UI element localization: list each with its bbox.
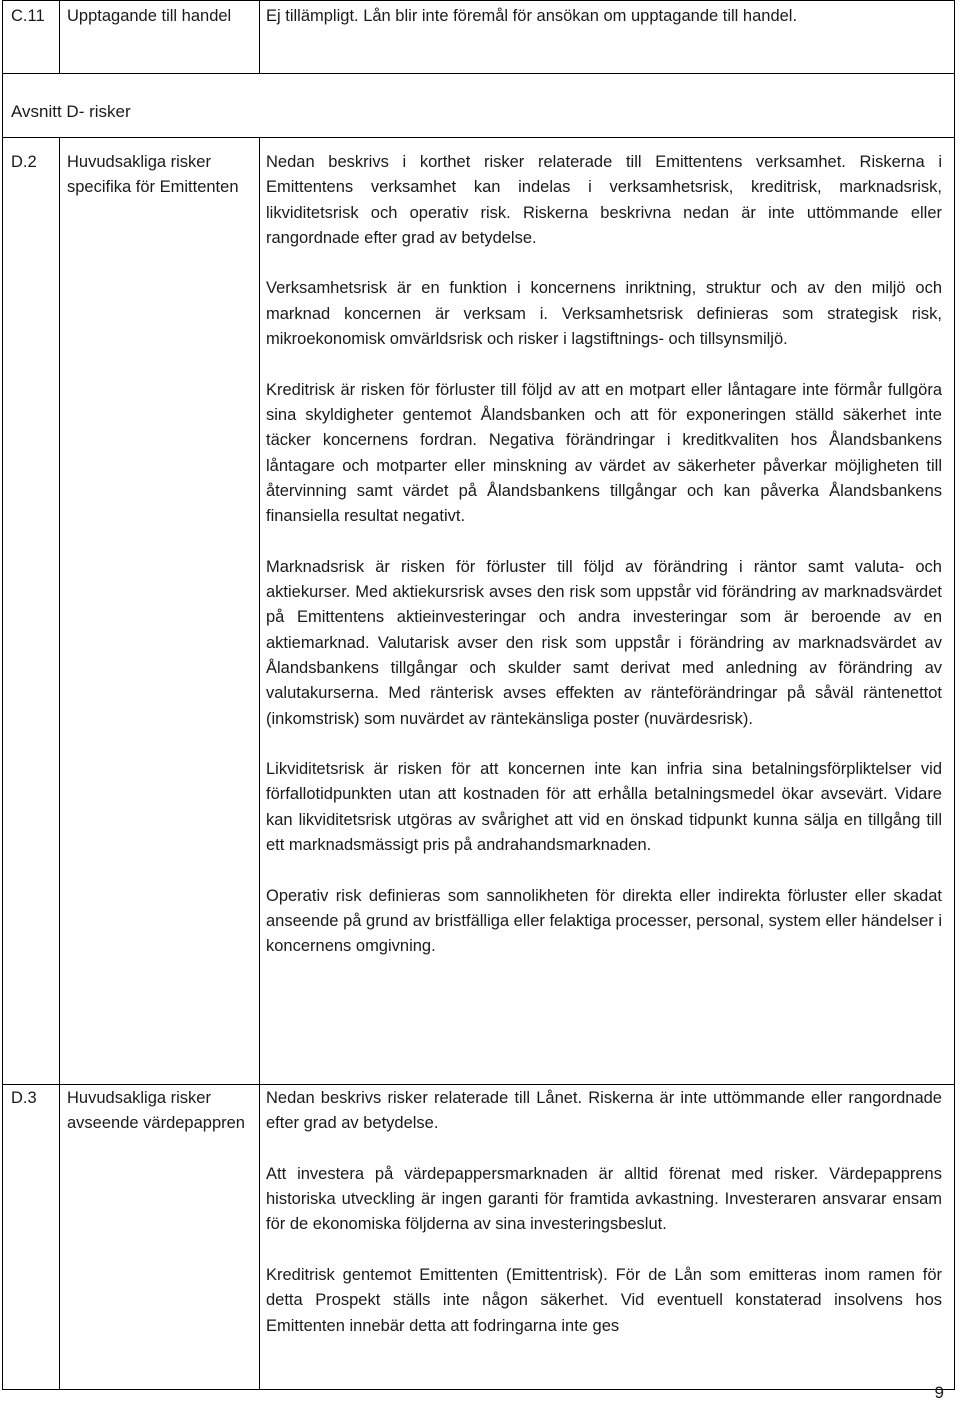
- paragraph: Likviditetsrisk är risken för att koncernen inte kan infria sina betalningsförpliktelser vid förfallotidpunkten utan att kostnaden för att erhålla betalningsmedel ökar avsevärt. Vidare kan likviditetsrisk utgöras av svårighet att vid en önskad tidpunkt kunna sälja en tillgång till ett marknadsmässigt pris på andrahandsmarknaden.: [266, 760, 942, 855]
- section-title: Avsnitt D- risker: [11, 102, 131, 121]
- table-top-border: [3, 0, 954, 1]
- row-label-d3: Huvudsakliga risker avseende värdepappren: [67, 1089, 245, 1133]
- row-code-d2: D.2: [11, 153, 37, 171]
- col-divider-c11-b: [259, 0, 260, 73]
- col-divider-label: [259, 137, 260, 1390]
- paragraph: Att investera på värdepappersmarknaden är alltid förenat med risker. Värdepapprens historiska utveckling är ingen garanti för framtida avkastning. Investeraren ansvarar ensam för de ekonomiska följderna av sina investeringsbeslut.: [266, 1164, 942, 1234]
- row-divider-section: [3, 137, 954, 138]
- paragraph: Nedan beskrivs risker relaterade till Lånet. Riskerna är inte uttömmande eller rangordnade efter grad av betydelse.: [266, 1089, 942, 1133]
- row-divider-c11: [3, 73, 954, 74]
- paragraph: Marknadsrisk är risken för förluster till följd av förändring i räntor samt valuta- och aktiekurser. Med aktiekursrisk avses den risk som uppstår vid förändring av marknadsvärdet på Emittentens aktieinvesteringar och andra investeringar som är beroende av en aktiemarknad. Valutarisk avser den risk som uppstår i förändring av marknadsvärdet av Ålandsbankens tillgångar och skulder samt derivat med anledning av förändring av valutakurserna. Med ränterisk avses effekten av ränteförändringar på såväl räntenettot (inkomstrisk) som nuvärdet av räntekänsliga poster (nuvärdesrisk).: [266, 557, 942, 728]
- row-label-d2: Huvudsakliga risker specifika för Emittenten: [67, 153, 239, 197]
- row-content-c11: Ej tillämpligt. Lån blir inte föremål för ansökan om upptagande till handel.: [266, 7, 798, 25]
- row-divider-d2: [3, 1084, 954, 1085]
- paragraph: Kreditrisk gentemot Emittenten (Emittentrisk). För de Lån som emitteras inom ramen för detta Prospekt ställs inte någon säkerhet. Vid eventuell konstaterad insolvens hos Emittenten innebär detta att fodringarna inte ges: [266, 1266, 942, 1335]
- row-label-c11: Upptagande till handel: [67, 7, 232, 25]
- row-code-d3: D.3: [11, 1089, 37, 1107]
- row-content-d2: [266, 150, 942, 960]
- col-divider-code: [59, 137, 60, 1390]
- row-content-d3: [266, 1086, 942, 1339]
- paragraph: Verksamhetsrisk är en funktion i koncernens inriktning, struktur och av den miljö och marknad koncernen är verksam i. Verksamhetsrisk definieras som strategisk risk, mikroekonomisk omvärldsrisk och risker i lagstiftnings- och tillsynsmiljö.: [266, 279, 942, 349]
- paragraph: Operativ risk definieras som sannolikheten för direkta eller indirekta förluster eller skadat anseende på grund av bristfälliga eller felaktiga processer, personal, system eller händelser i koncernens omgivning.: [266, 886, 942, 956]
- page-number: 9: [934, 1383, 944, 1402]
- paragraph: Nedan beskrivs i korthet risker relaterade till Emittentens verksamhet. Riskerna i Emittentens verksamhet kan indelas i verksamhetsrisk, kreditrisk, marknadsrisk, likviditetsrisk och operativ risk. Riskerna beskrivna nedan är inte uttömmande eller rangordnade efter grad av betydelse.: [266, 153, 942, 247]
- paragraph: Kreditrisk är risken för förluster till följd av att en motpart eller låntagare inte förmår fullgöra sina skyldigheter gentemot Ålandsbanken och att för exponeringen ställd säkerhet inte täcker koncernens fordran. Negativa förändringar i kreditkvaliten hos Ålandsbankens låntagare och motparter eller minskning av värdet av säkerheter påverkar möjligheten till återvinning samt värdet på Ålandsbankens tillgångar och kan påverka Ålandsbankens finansiella resultat negativt.: [266, 380, 942, 526]
- row-code-c11: C.11: [11, 7, 45, 25]
- col-divider-c11-a: [59, 0, 60, 73]
